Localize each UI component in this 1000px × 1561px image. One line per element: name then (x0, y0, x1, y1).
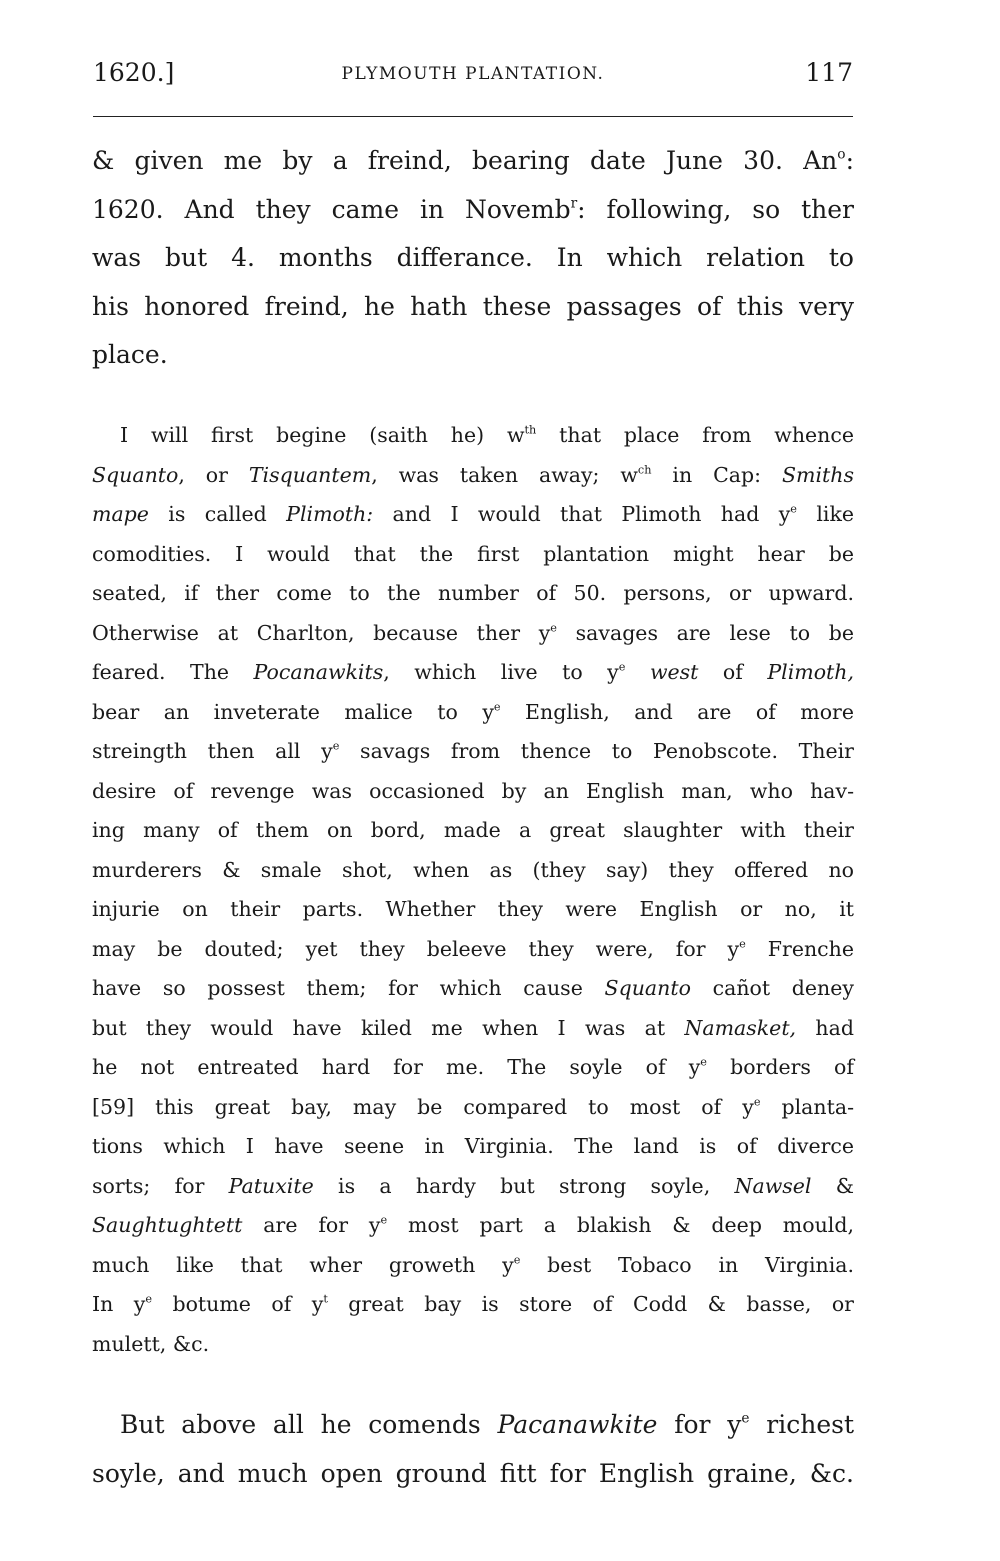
text-line: ing many of them on bord, made a great slaughter with their (92, 818, 854, 842)
text-line: mulett, &c. (92, 1331, 210, 1356)
text-line: soyle, and much open ground fitt for English graine, &c. (92, 1458, 854, 1488)
text-line: murderers & smale shot, when as (they say) they offered no (92, 857, 854, 882)
quoted-passage (92, 416, 854, 1364)
text-line: have so possest them; for which cause Squanto cañot deney (92, 976, 854, 1000)
header-rule (93, 116, 853, 117)
text-line: but they would have kiled me when I was at Namasket, had (92, 1015, 854, 1040)
header-title: PLYMOUTH PLANTATION. (341, 64, 605, 84)
text-line: feared. The Pocanawkits, which live to $y^e$ west of Plimoth, (92, 660, 854, 684)
text-line: was but 4. months differance. In which relation to (92, 243, 854, 272)
running-header (93, 58, 853, 98)
text-line: he not entreated hard for me. The soyle of $y^e$ borders of (92, 1055, 854, 1079)
text-line: [59] this great bay, may be compared to most of $y^e$ planta- (92, 1094, 854, 1119)
header-year: 1620.] (93, 58, 175, 87)
text-line: sorts; for Patuxite is a hardy but strong soyle, Nawsel & (92, 1173, 855, 1198)
text-line: place. (92, 340, 168, 369)
text-line: Squanto, or Tisquantem, was taken away; $w^{ch}$ in Cap: Smiths (92, 462, 854, 487)
text-line: Otherwise at Charlton, because ther $y^e$ savages are lese to be (92, 620, 854, 645)
paragraph-1 (92, 137, 854, 380)
page-number: 117 (805, 58, 853, 87)
text-line: his honored freind, he hath these passages of this very (92, 291, 854, 321)
text-line: desire of revenge was occasioned by an English man, who hav- (92, 778, 854, 803)
text-line: bear an inveterate malice to $y^e$ English, and are of more (92, 699, 854, 724)
text-line: seated, if ther come to the number of 50. persons, or upward. (92, 581, 854, 605)
text-line: comodities. I would that the first plantation might hear be (92, 541, 854, 566)
text-line: 1620. And they came in Novemb$^r$: following, so ther (92, 194, 854, 224)
text-line: mape is called Plimoth: and I would that Plimoth had $y^e$ like (92, 502, 854, 526)
text-line: I will first begine (saith he) $w^{th}$ that place from whence (120, 423, 854, 447)
text-line: In $y^e$ botume of $y^t$ great bay is store of Codd & basse, or (92, 1292, 854, 1316)
text-line: tions which I have seene in Virginia. The land is of diverce (92, 1134, 854, 1158)
text-line: & given me by a freind, bearing date June 30. An$^o$: (92, 146, 854, 175)
text-line: Saughtughtett are for $y^e$ most part a blakish & deep mould, (92, 1213, 854, 1237)
text-line: But above all he comends Pacanawkite for $y^e$ richest (120, 1410, 854, 1439)
text-line: streingth then all $y^e$ savags from thence to Penobscote. Their (92, 739, 854, 763)
text-line: may be douted; yet they beleeve they were, for $y^e$ Frenche (92, 936, 854, 961)
text-line: injurie on their parts. Whether they were English or no, it (92, 897, 854, 921)
text-line: much like that wher groweth $y^e$ best Tobaco in Virginia. (92, 1252, 855, 1277)
paragraph-2 (92, 1401, 854, 1498)
